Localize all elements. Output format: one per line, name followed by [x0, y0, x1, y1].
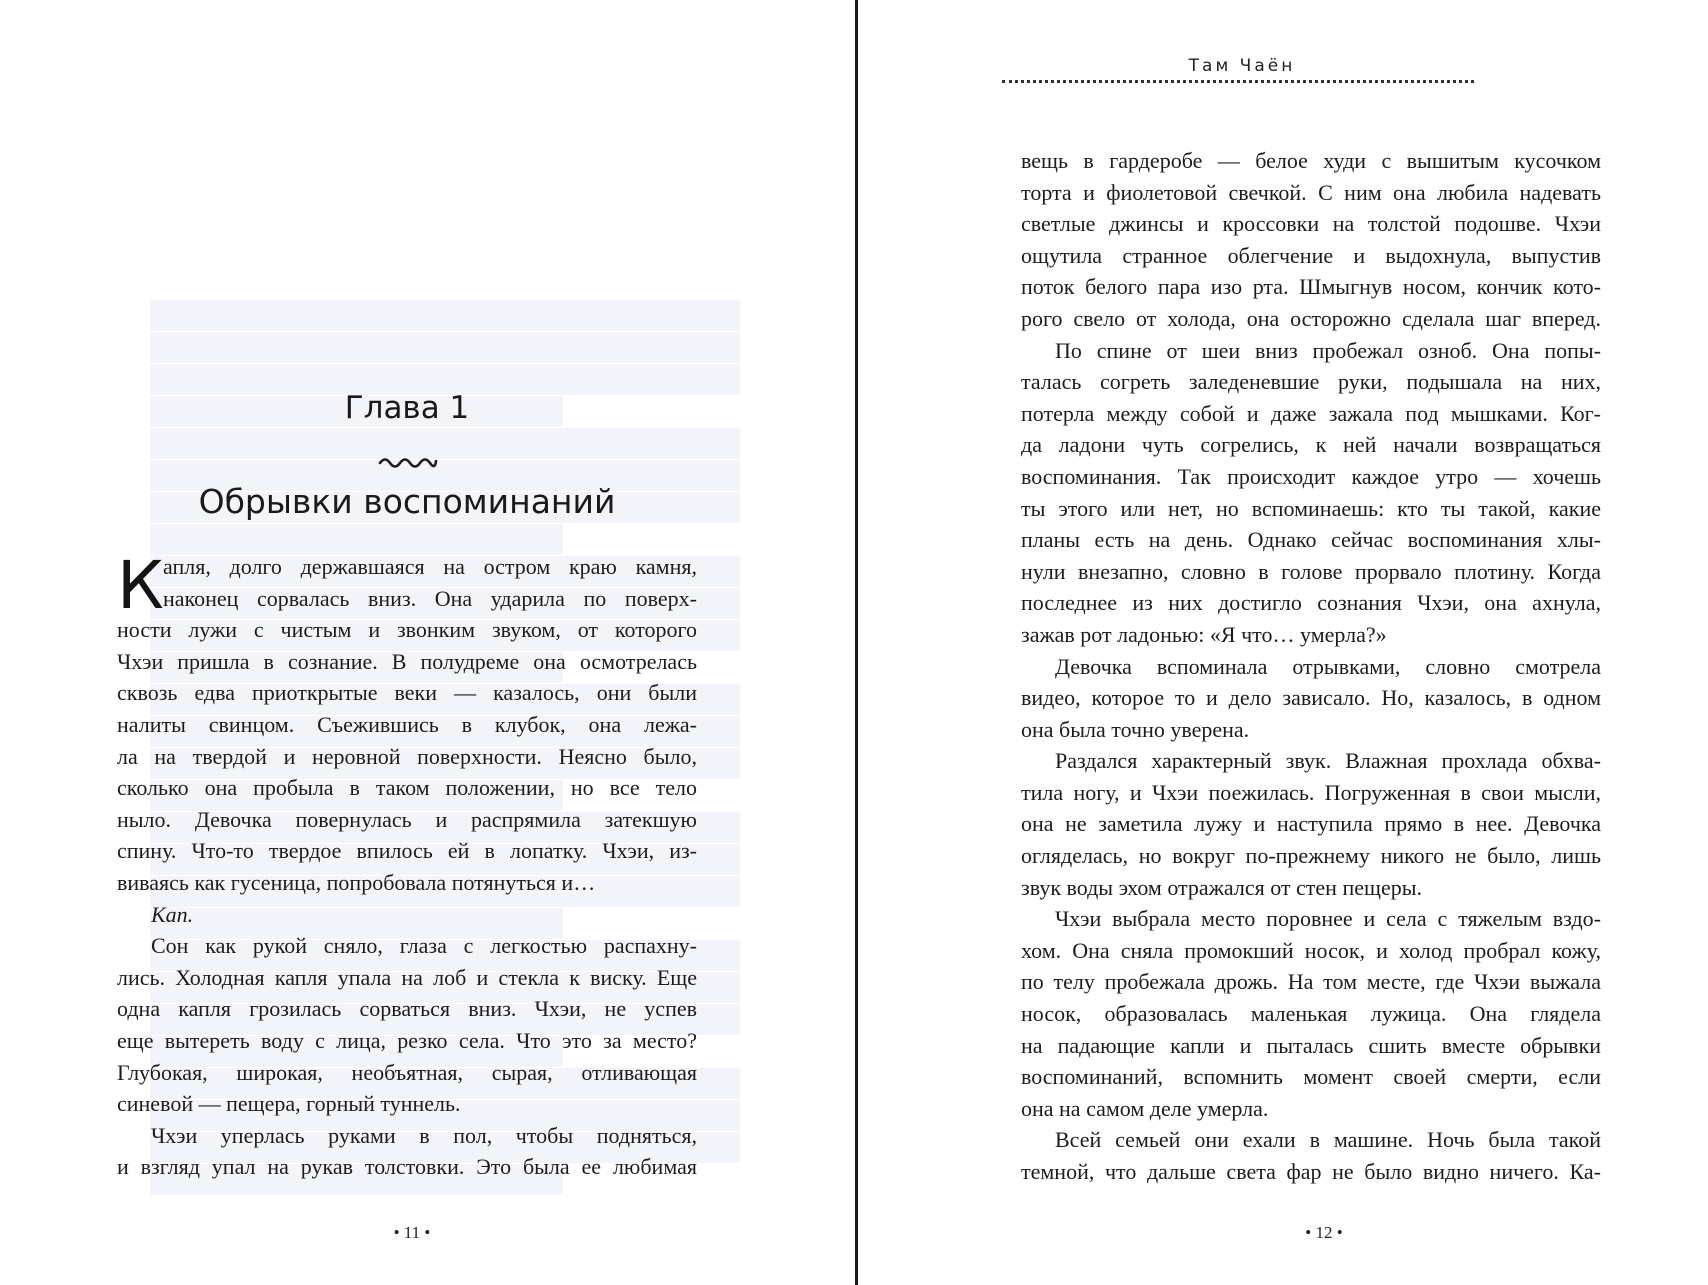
- text-line: она была точно уверена.: [1021, 716, 1250, 742]
- text-line: Глубокая, широкая, необъятная, сырая, отливающая: [117, 1059, 697, 1085]
- chapter-number: Глава 1: [344, 390, 470, 426]
- left-body-text: [117, 547, 697, 1183]
- show-through-line: [150, 428, 740, 459]
- text-line: Кап.: [151, 901, 194, 927]
- wave-ornament-icon: [378, 452, 438, 470]
- text-line: воспоминаний, вспомнить момент своей смерти, если: [1021, 1064, 1601, 1090]
- show-through-line: [150, 300, 740, 331]
- text-line: талась согреть заледеневшие руки, подышала на них,: [1021, 369, 1601, 395]
- drop-cap: К: [117, 547, 164, 624]
- text-line: Всей семьей они ехали в машине. Ночь была такой: [1055, 1127, 1601, 1153]
- text-line: налиты свинцом. Съежившись в клубок, она лежа-: [117, 711, 697, 737]
- text-line: Девочка вспоминала отрывками, словно смотрела: [1055, 653, 1601, 679]
- right-page: [858, 0, 1708, 1285]
- page-number-left: • 11 •: [393, 1223, 431, 1242]
- text-line: поток белого пара изо рта. Шмыгнув носом, кончик кото-: [1021, 274, 1601, 300]
- text-line: Чхэи пришла в сознание. В полудреме она осмотрелась: [117, 648, 697, 674]
- text-line: апля, долго державшаяся на остром краю камня,: [163, 554, 697, 579]
- text-line: торта и фиолетовой свечкой. С ним она любила надевать: [1021, 179, 1601, 205]
- text-line: лись. Холодная капля упала на лоб и стекла к виску. Еще: [117, 964, 697, 990]
- text-line: спину. Что-то твердое впилось ей в лопатку. Чхэи, из-: [117, 838, 697, 864]
- text-line: тила ногу, и Чхэи поежилась. Погруженная в свои мысли,: [1021, 779, 1601, 805]
- text-line: на падающие капли и пыталась сшить вместе обрывки: [1021, 1032, 1601, 1058]
- text-line: темной, что дальше света фар не было видно ничего. Ка-: [1021, 1159, 1601, 1184]
- text-line: Сон как рукой сняло, глаза с легкостью распахну-: [151, 933, 697, 959]
- text-line: еще вытереть воду с лица, резко села. Что это за место?: [117, 1027, 697, 1053]
- text-line: потерла между собой и даже зажала под мышками. Ког-: [1021, 400, 1601, 426]
- text-line: нули внезапно, словно в голове прорвало плотину. Когда: [1021, 558, 1601, 584]
- running-head-dotted-rule: [1002, 80, 1474, 83]
- text-line: По спине от шеи вниз пробежал озноб. Она попы-: [1055, 337, 1601, 363]
- text-line: Чхэи выбрала место поровнее и села с тяжелым вздо-: [1055, 906, 1601, 932]
- text-line: звук воды эхом отражался от стен пещеры.: [1021, 874, 1422, 900]
- text-line: зажав рот ладонью: «Я что… умерла?»: [1021, 621, 1387, 647]
- text-line: ныло. Девочка повернулась и распрямила затекшую: [117, 806, 697, 832]
- running-head-author: Там Чаён: [1188, 56, 1296, 76]
- text-line: ты этого или нет, но вспоминаешь: кто ты такой, какие: [1021, 495, 1601, 521]
- text-line: сколько она пробыла в таком положении, но все тело: [117, 775, 697, 801]
- page-number-right: • 12 •: [1305, 1223, 1343, 1242]
- text-line: последнее из них достигло сознания Чхэи, она ахнула,: [1021, 590, 1601, 616]
- text-line: светлые джинсы и кроссовки на толстой подошве. Чхэи: [1021, 211, 1601, 237]
- text-line: огляделась, но вокруг по-прежнему никого не было, лишь: [1021, 843, 1601, 869]
- text-line: ности лужи с чистым и звонким звуком, от которого: [117, 617, 697, 643]
- show-through-line: [150, 332, 740, 363]
- text-line: рого свело от холода, она осторожно сделала шаг вперед.: [1021, 305, 1601, 331]
- right-body-text: [1021, 145, 1601, 1188]
- text-line: носок, образовалась маленькая лужица. Она глядела: [1021, 1001, 1601, 1027]
- text-line: Раздался характерный звук. Влажная прохлада обхва-: [1055, 748, 1601, 774]
- text-line: воспоминания. Так происходит каждое утро — хочешь: [1021, 463, 1601, 489]
- text-line: ощутила странное облегчение и выдохнула, выпустив: [1021, 242, 1601, 268]
- text-line: сквозь едва приоткрытые веки — казалось, они были: [117, 680, 697, 706]
- text-line: она не заметила лужу и наступила прямо в нее. Девочка: [1021, 811, 1601, 837]
- text-line: наконец сорвалась вниз. Она ударила по поверх-: [163, 585, 697, 611]
- text-line: она на самом деле умерла.: [1021, 1095, 1269, 1121]
- text-line: Чхэи уперлась руками в пол, чтобы подняться,: [151, 1122, 697, 1148]
- text-line: одна капля грозилась сорваться вниз. Чхэи, не успев: [117, 996, 697, 1022]
- text-line: ла на твердой и неровной поверхности. Неясно было,: [117, 743, 697, 769]
- text-line: хом. Она сняла промокший носок, и холод пробрал кожу,: [1021, 937, 1601, 963]
- text-line: и взгляд упал на рукав толстовки. Это была ее любимая: [117, 1154, 697, 1180]
- text-line: планы есть на день. Однако сейчас воспоминания хлы-: [1021, 527, 1601, 553]
- text-line: виваясь как гусеница, попробовала потянуться и…: [117, 869, 596, 895]
- text-line: синевой — пещера, горный туннель.: [117, 1091, 461, 1117]
- text-line: по телу пробежала дрожь. На том месте, где Чхэи выжала: [1021, 969, 1601, 995]
- text-line: да ладони чуть согрелись, к ней начали возвращаться: [1021, 432, 1601, 458]
- text-line: вещь в гардеробе — белое худи с вышитым кусочком: [1021, 148, 1601, 173]
- text-line: видео, которое то и дело зависало. Но, казалось, в одном: [1021, 685, 1601, 711]
- chapter-title: Обрывки воспоминаний: [198, 482, 616, 521]
